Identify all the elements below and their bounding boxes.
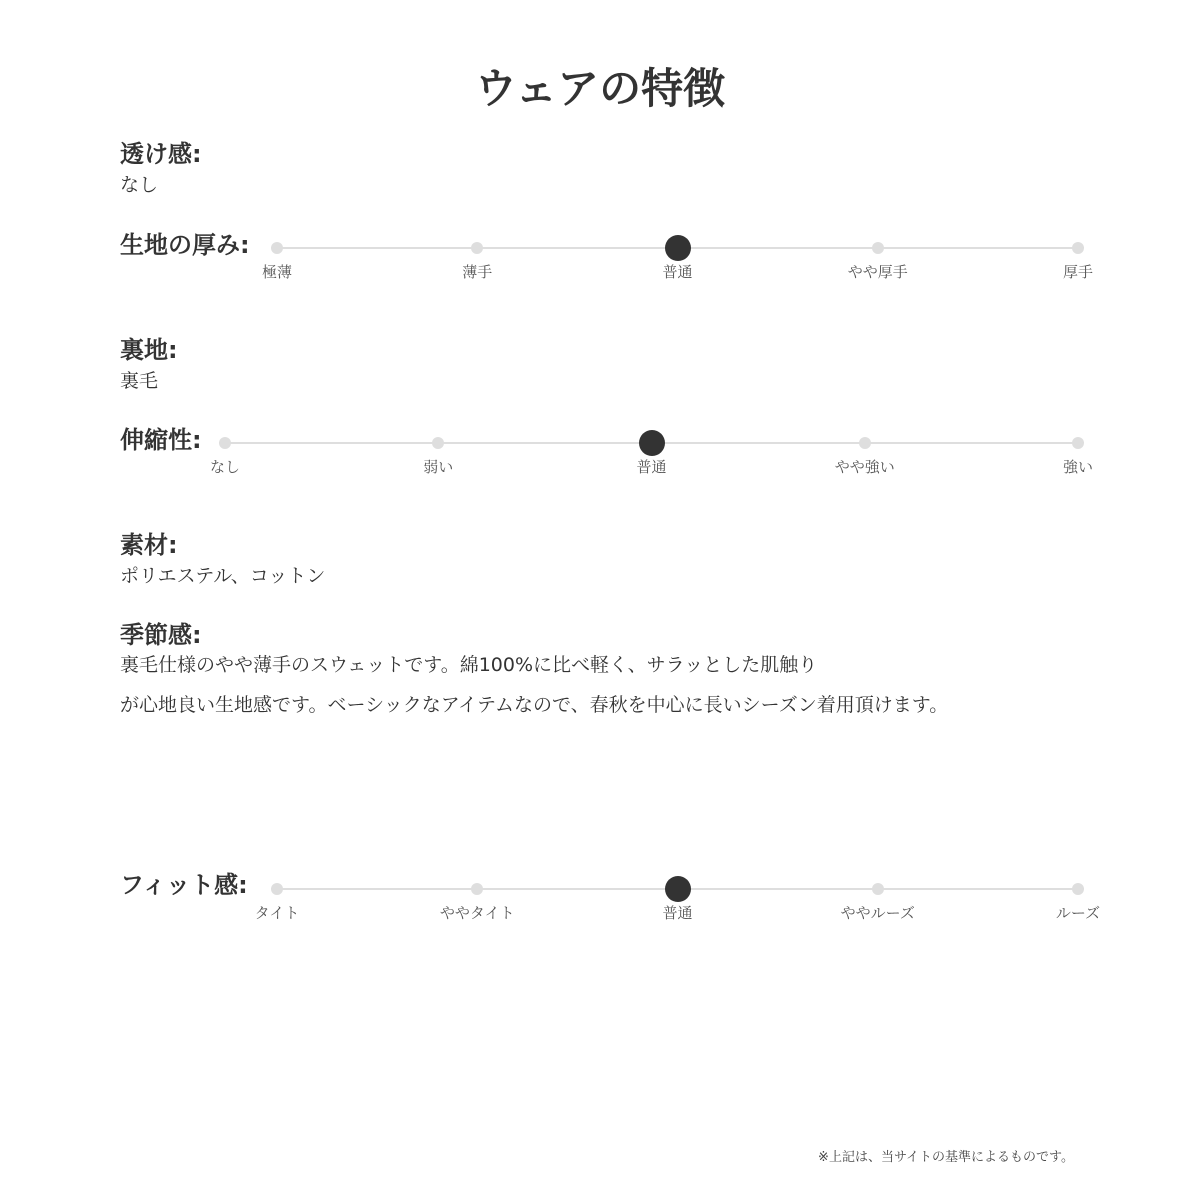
thickness-scale-dot[interactable] [271,242,283,254]
thickness-tick-label: やや厚手 [847,263,908,281]
material-label: 素材: [120,531,178,559]
stretch-tick-label: 弱い [423,458,454,476]
stretch-scale-dot[interactable] [219,437,231,449]
page-title: ウェアの特徴 [474,64,726,113]
thickness-scale-dot[interactable] [471,242,483,254]
thickness-tick-label: 極薄 [261,263,292,281]
lining-value: 裏毛 [120,370,159,392]
fit-tick-label: ややタイト [439,904,515,922]
thickness-label: 生地の厚み: [120,231,250,259]
season-label: 季節感: [120,621,202,649]
stretch-tick-label: なし [209,458,240,476]
thickness-tick-label: 厚手 [1062,263,1093,281]
season-text-line-1: 裏毛仕様のやや薄手のスウェットです。綿100%に比べ軽く、サラッとした肌触り [120,654,818,676]
thickness-scale-dot[interactable] [872,242,884,254]
thickness-tick-label: 普通 [662,263,693,281]
fit-tick-label: ルーズ [1055,904,1101,922]
stretch-scale-dot[interactable] [859,437,871,449]
thickness-selected-marker[interactable] [665,235,691,261]
stretch-tick-label: やや強い [834,458,895,476]
stretch-selected-marker[interactable] [639,430,665,456]
material-value: ポリエステル、コットン [120,565,326,587]
stretch-tick-label: 強い [1062,458,1093,476]
transparency-label: 透け感: [120,140,202,168]
lining-label: 裏地: [120,336,178,364]
fit-tick-label: 普通 [662,904,693,922]
fit-tick-label: タイト [254,904,300,922]
stretch-label: 伸縮性: [120,426,202,454]
fit-label: フィット感: [120,871,248,899]
season-text-line-2: が心地良い生地感です。ベーシックなアイテムなので、春秋を中心に長いシーズン着用頂けます。 [120,694,949,716]
stretch-tick-label: 普通 [636,458,667,476]
thickness-scale-dot[interactable] [1072,242,1084,254]
fit-scale-dot[interactable] [872,883,884,895]
fit-scale-dot[interactable] [271,883,283,895]
thickness-tick-label: 薄手 [462,263,493,281]
stretch-scale-dot[interactable] [432,437,444,449]
fit-tick-label: ややルーズ [840,904,915,922]
transparency-value: なし [120,174,159,196]
stretch-scale-dot[interactable] [1072,437,1084,449]
fit-scale-dot[interactable] [1072,883,1084,895]
footnote: ※上記は、当サイトの基準によるものです。 [818,1150,1074,1165]
fit-scale-dot[interactable] [471,883,483,895]
fit-selected-marker[interactable] [665,876,691,902]
